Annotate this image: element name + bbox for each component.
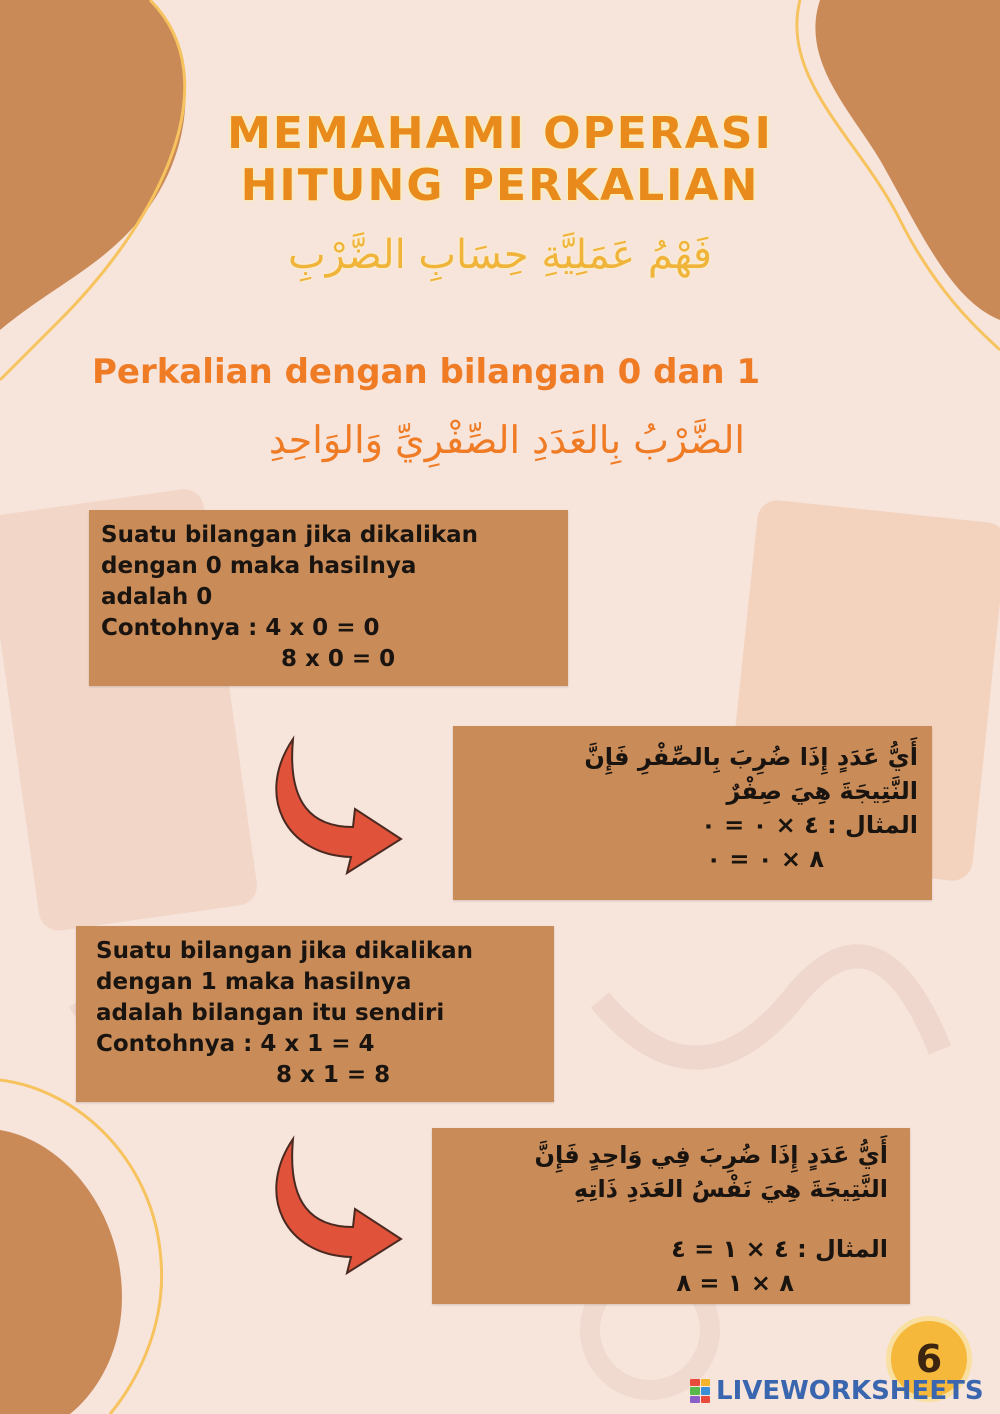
- example-text: Contohnya : 4 x 1 = 4: [96, 1031, 375, 1057]
- title-line-2: HITUNG PERKALIAN: [240, 160, 760, 211]
- example-text: 8 x 1 = 8: [276, 1062, 391, 1088]
- rule-text-arabic: النَّتِيجَةَ هِيَ نَفْسُ العَدَدِ ذَاتِهِ: [573, 1175, 888, 1203]
- rule-box-zero-arabic: [453, 726, 932, 900]
- rule-text: Suatu bilangan jika dikalikan: [96, 938, 474, 964]
- rule-text-arabic: أَيُّ عَدَدٍ إِذَا ضُرِبَ بِالصِّفْرِ فَإِنَّ: [584, 743, 918, 771]
- liveworksheets-logo-icon: [690, 1379, 710, 1403]
- rule-text-arabic: النَّتِيجَةَ هِيَ صِفْرٌ: [726, 777, 918, 805]
- example-text: Contohnya : 4 x 0 = 0: [101, 615, 380, 641]
- rule-text: dengan 1 maka hasilnya: [96, 969, 412, 995]
- section-heading: Perkalian dengan bilangan 0 dan 1: [92, 352, 761, 392]
- example-text: 8 x 0 = 0: [281, 646, 396, 672]
- rule-box-one-arabic: [432, 1128, 910, 1304]
- rule-box-one-indonesian: [76, 926, 554, 1102]
- rule-text: adalah 0: [101, 584, 213, 610]
- rule-text: dengan 0 maka hasilnya: [101, 553, 417, 579]
- curved-arrow-icon: [265, 735, 405, 875]
- rule-text: adalah bilangan itu sendiri: [96, 1000, 445, 1026]
- rule-text-arabic: أَيُّ عَدَدٍ إِذَا ضُرِبَ فِي وَاحِدٍ فَإِنَّ: [534, 1141, 888, 1169]
- footer-brand: [690, 1374, 984, 1408]
- example-text-arabic: المثال : ٤ × ٠ = ٠: [701, 811, 918, 839]
- section-heading-arabic: الضَّرْبُ بِالعَدَدِ الصِّفْرِيِّ وَالوَاحِدِ: [268, 418, 745, 462]
- example-text-arabic: المثال : ٤ × ١ = ٤: [671, 1235, 888, 1263]
- example-text-arabic: ٨ × ١ = ٨: [676, 1269, 794, 1297]
- title-arabic: فَهْمُ عَمَلِيَّةِ حِسَابِ الضَّرْبِ: [287, 232, 713, 278]
- corner-blob-bottom-left: [0, 1130, 122, 1414]
- title-line-1: MEMAHAMI OPERASI: [227, 108, 773, 159]
- brand-name: LIVEWORKSHEETS: [716, 1376, 984, 1406]
- rule-box-zero-indonesian: [89, 510, 568, 686]
- example-text-arabic: ٨ × ٠ = ٠: [706, 845, 824, 873]
- page-number: 6: [915, 1337, 943, 1381]
- rule-text: Suatu bilangan jika dikalikan: [101, 522, 479, 548]
- curved-arrow-icon: [265, 1135, 405, 1275]
